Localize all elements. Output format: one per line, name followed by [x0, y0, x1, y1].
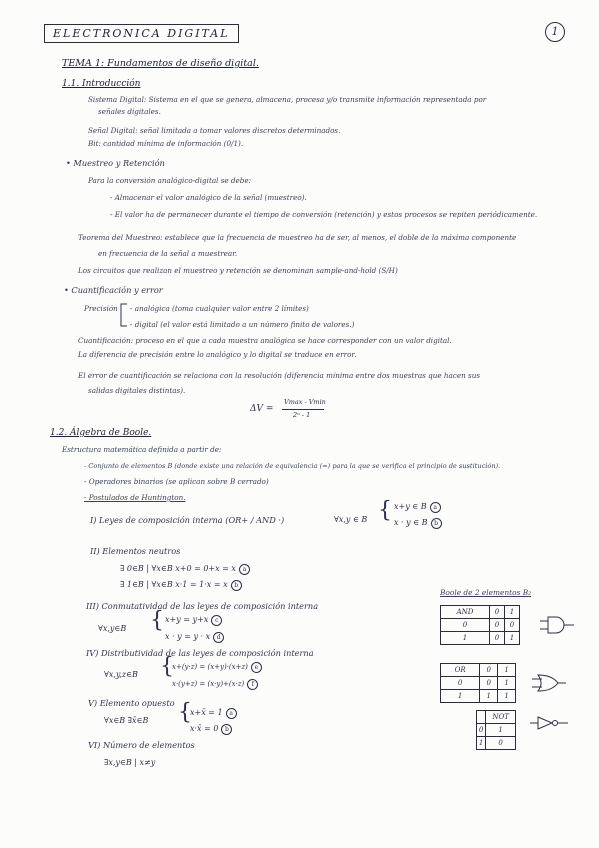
and-table-cell: 0: [489, 619, 504, 632]
and-truth-table: [440, 605, 520, 645]
not-table-cell: 1: [486, 724, 516, 737]
or-table-cell: 1: [441, 690, 480, 703]
boole-postulados: - Postulados de Huntington.: [84, 493, 186, 502]
precision-digital: - digital (el valor está limitado a un número finito de valores.): [130, 320, 355, 329]
page-number: 1: [545, 22, 565, 42]
postulado-3-b: x · y = y · x d: [165, 632, 224, 643]
formula-denominator: 2ⁿ - 1: [293, 411, 311, 419]
not-table-cell: 0: [477, 724, 486, 737]
boole-b2-title: Boole de 2 elementos B₂: [440, 588, 532, 597]
boole-operadores: - Operadores binarios (se aplican sobre B cerrado): [84, 477, 269, 486]
postulado-5-quantifier: ∀x∈B ∃x̄∈B: [104, 716, 149, 725]
precision-bracket: [118, 302, 130, 328]
teorema-muestreo-cont: en frecuencia de la señal a muestrear.: [98, 249, 238, 258]
and-table-cell: 0: [489, 606, 504, 619]
postulado-2-a: ∃ 0∈B | ∀x∈B x+0 = 0+x = x a: [120, 564, 250, 575]
resolucion-def: El error de cuantificación se relaciona con la resolución (diferencia mínima entre dos muestras que hacen sus: [78, 371, 481, 380]
postulado-1-quantifier: ∀x,y ∈ B: [334, 515, 368, 524]
postulado-2: II) Elementos neutros: [90, 546, 181, 556]
postulado-1-brace: {: [378, 498, 392, 523]
error-def: La diferencia de precisión entre lo analógico y lo digital se traduce en error.: [78, 350, 357, 359]
or-table-cell: 1: [498, 664, 516, 677]
sistema-digital-def: Sistema Digital: Sistema en el que se genera, almacena, procesa y/o transmite información representada por: [88, 95, 487, 104]
postulado-4-brace: {: [160, 654, 174, 679]
postulado-6-a: ∃x,y∈B | x≠y: [104, 758, 156, 767]
muestreo-heading: • Muestreo y Retención: [66, 158, 165, 168]
or-table-cell: 0: [480, 677, 498, 690]
sistema-digital-def-cont: señales digitales.: [98, 107, 161, 116]
and-table-cell: 0: [504, 619, 519, 632]
or-table-cell: 1: [498, 690, 516, 703]
postulado-5-b: x·x̄ = 0 b: [190, 724, 232, 735]
postulado-3: III) Conmutatividad de las leyes de composición interna: [86, 601, 319, 611]
postulado-5-a: x+x̄ = 1 a: [190, 708, 237, 719]
document-title: ELECTRONICA DIGITAL: [44, 24, 239, 43]
sample-hold-line: Los circuitos que realizan el muestreo y retención se denominan sample-and-hold (S/H): [78, 266, 398, 275]
postulado-3-a: x+y = y+x c: [165, 615, 222, 626]
not-table-cell: 0: [486, 737, 516, 750]
postulado-4: IV) Distributividad de las leyes de composición interna: [86, 648, 314, 658]
not-table-cell: [477, 711, 486, 724]
resolucion-def-cont: salidas digitales distintas).: [88, 386, 186, 395]
and-table-cell: 0: [441, 619, 490, 632]
section-heading-1-1: 1.1. Introducción: [62, 79, 141, 89]
and-table-cell: 1: [504, 606, 519, 619]
precision-analogica: - analógica (toma cualquier valor entre 2 límites): [130, 304, 309, 313]
or-table-cell: 1: [498, 677, 516, 690]
postulado-6: VI) Número de elementos: [88, 740, 195, 750]
teorema-muestreo: Teorema del Muestreo: establece que la frecuencia de muestreo ha de ser, al menos, el doble de la máxima componente: [78, 233, 517, 242]
senal-digital-def: Señal Digital: señal limitada a tomar valores discretos determinados.: [88, 126, 341, 135]
muestreo-line-3: - El valor ha de permanecer durante el tiempo de conversión (retención) y estos procesos se repiten periódicamente.: [110, 210, 538, 219]
postulado-3-brace: {: [150, 608, 164, 633]
cuantificacion-heading: • Cuantificación y error: [64, 285, 163, 295]
not-table-cell: NOT: [486, 711, 516, 724]
not-gate-symbol: [530, 715, 570, 731]
postulado-1-b: x · y ∈ B b: [394, 518, 442, 529]
or-truth-table: [440, 663, 516, 703]
postulado-2-b: ∃ 1∈B | ∀x∈B x·1 = 1·x = x b: [120, 580, 242, 591]
or-table-cell: 1: [480, 690, 498, 703]
boole-intro: Estructura matemática definida a partir de:: [62, 445, 222, 454]
and-table-cell: 1: [504, 632, 519, 645]
postulado-4-b: x·(y+z) = (x·y)+(x·z) f: [172, 679, 258, 690]
boole-conjunto: - Conjunto de elementos B (donde existe una relación de equivalencia (=) para la que se verifica el principio de sustitución).: [84, 462, 501, 470]
postulado-1-a: x+y ∈ B a: [394, 502, 441, 513]
muestreo-line-2: - Almacenar el valor analógico de la señal (muestreo).: [110, 193, 307, 202]
formula-numerator: Vmax - Vmin: [284, 398, 326, 406]
precision-label: Precisión: [84, 304, 118, 313]
or-table-cell: 0: [441, 677, 480, 690]
postulado-1: I) Leyes de composición interna (OR+ / AND ·): [90, 515, 285, 525]
postulado-4-a: x+(y·z) = (x+y)·(x+z) e: [172, 662, 262, 673]
postulado-5: V) Elemento opuesto: [88, 698, 175, 708]
formula-fraction-bar: [282, 409, 324, 410]
not-table-cell: 1: [477, 737, 486, 750]
chapter-title: TEMA 1: Fundamentos de diseño digital.: [62, 58, 259, 69]
or-gate-symbol: [532, 673, 568, 693]
and-table-cell: 0: [489, 632, 504, 645]
formula-lhs: ΔV =: [250, 404, 274, 414]
cuantificacion-def: Cuantificación: proceso en el que a cada muestra analógica se hace corresponder con un valor digital.: [78, 336, 452, 345]
postulado-4-quantifier: ∀x,y,z∈B: [104, 670, 138, 679]
and-table-cell: 1: [441, 632, 490, 645]
and-gate-symbol: [540, 615, 576, 635]
or-table-cell: 0: [480, 664, 498, 677]
or-table-cell: OR: [441, 664, 480, 677]
muestreo-line-1: Para la conversión analógico-digital se debe:: [88, 176, 252, 185]
postulado-5-brace: {: [178, 700, 192, 725]
section-heading-1-2: 1.2. Álgebra de Boole.: [50, 428, 152, 438]
bit-def: Bit: cantidad mínima de información (0/1).: [88, 139, 244, 148]
postulado-3-quantifier: ∀x,y∈B: [98, 624, 127, 633]
and-table-cell: AND: [441, 606, 490, 619]
not-truth-table: [476, 710, 516, 750]
